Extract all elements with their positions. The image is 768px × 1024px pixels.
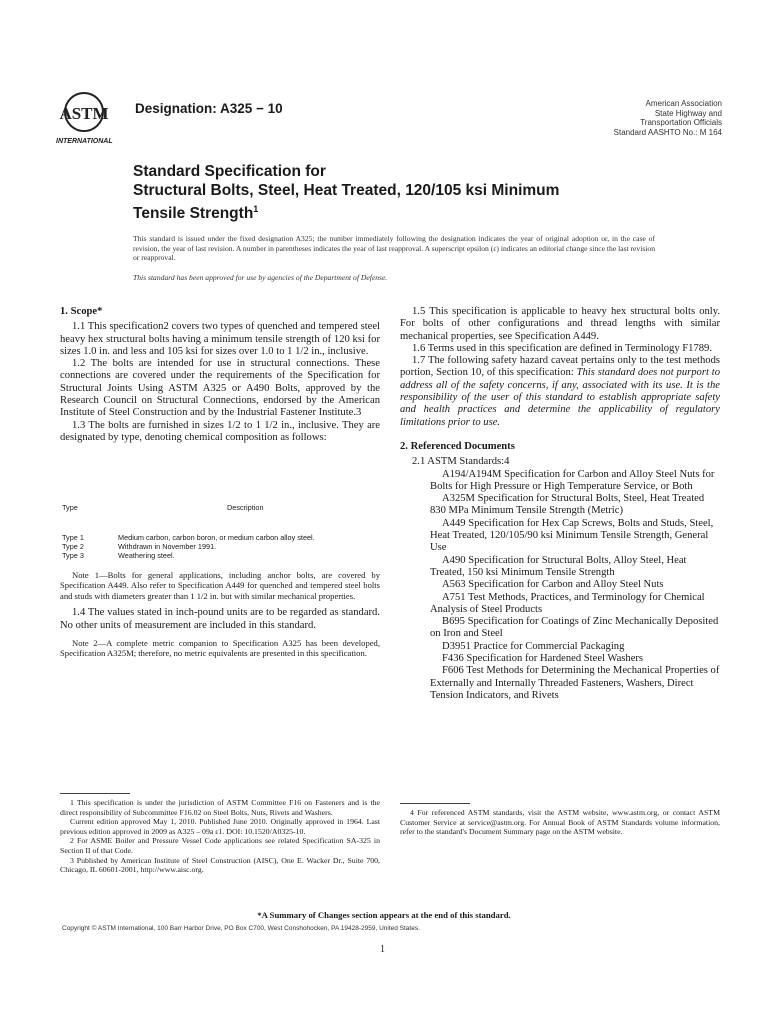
logo-text: ASTM	[59, 104, 109, 123]
issued-note: This standard is issued under the fixed designation A325; the number immediately following the designation indicates the year of original adoption or, in the case of revision, the year of last revision. A number in parentheses indicates the year of last reapproval. A superscript epsilon (ε) indicates an editorial change since the last revision or reapproval.	[133, 234, 655, 262]
reference-item: A563 Specification for Carbon and Alloy Steel Nuts	[442, 579, 664, 591]
footnote-2: 2 For ASME Boiler and Pressure Vessel Code applications see related Specification SA-325 in Section II of that Code.	[60, 836, 380, 855]
title-line-3	[133, 200, 559, 224]
paragraph-1-7	[400, 355, 720, 429]
footnote-1-edition: Current edition approved May 1, 2010. Published June 2010. Originally approved in 1964. Last previous edition approved in 2009 as A325 – 09a ε1. DOI: 10.1520/A0325-10.	[60, 817, 380, 836]
title-line-3-text: Tensile Strength	[133, 205, 254, 223]
title-line-1: Standard Specification for	[133, 163, 326, 180]
table-head-type: Type	[62, 503, 78, 512]
safety-caveat: This standard does not purport to address all of the safety concerns, if any, associated with its use. It is the responsibility of the user of this standard to establish appropriate safety and health practices and determine the applicability of regulatory limitations prior to use.	[400, 367, 720, 428]
footnote-1: 1 This specification is under the jurisdiction of ASTM Committee F16 on Fasteners and is the direct responsibility of Subcommittee F16.02 on Steel Bolts, Nuts, Rivets and Washers.	[60, 798, 380, 817]
document-title	[133, 163, 559, 224]
approved-note: This standard has been approved for use by agencies of the Department of Defense.	[133, 273, 388, 282]
aashto-line: American Association	[645, 99, 722, 108]
footnote-3: 3 Published by American Institute of Steel Construction (AISC), One E. Wacker Dr., Suite 700, Chicago, IL 60601-2001, http://www.aisc.org.	[60, 855, 380, 875]
left-column	[60, 306, 380, 444]
table-row	[62, 542, 315, 551]
note-2: Note 2—A complete metric companion to Specification A325 has been developed, Specification A325M; therefore, no metric equivalents are presented in this specification.	[60, 637, 380, 659]
type-cell: Type 3	[62, 551, 84, 560]
astm-logo-mark	[56, 90, 128, 148]
right-column	[400, 306, 720, 702]
table-row	[62, 533, 315, 542]
description-cell: Withdrawn in November 1991.	[118, 542, 217, 551]
type-table	[62, 503, 264, 512]
table-head-description: Description	[227, 503, 264, 512]
left-column-lower	[60, 570, 380, 659]
reference-item: A490 Specification for Structural Bolts, Alloy Steel, Heat Treated, 150 ksi Minimum Tensile Strength	[430, 554, 687, 578]
title-line-2: Structural Bolts, Steel, Heat Treated, 120/105 ksi Minimum	[133, 181, 560, 199]
description-cell: Medium carbon, carbon boron, or medium carbon alloy steel.	[118, 533, 315, 542]
paragraph-1-7-lead: 1.7 The following safety hazard caveat pertains only to the test methods portion, Section 10, of this specification:	[400, 355, 720, 379]
reference-item: A751 Test Methods, Practices, and Terminology for Chemical Analysis of Steel Products	[430, 591, 705, 615]
reference-item: D3951 Practice for Commercial Packaging	[442, 640, 625, 652]
aashto-block	[614, 99, 722, 137]
reference-item: A449 Specification for Hex Cap Screws, Bolts and Studs, Steel, Heat Treated, 120/105/90 ksi Minimum Tensile Strength, General Use	[430, 517, 714, 554]
designation: Designation: A325 − 10	[135, 101, 283, 116]
astm-logo	[56, 90, 128, 148]
summary-notice: *A Summary of Changes section appears at the end of this standard.	[257, 910, 511, 920]
paragraph-1-4: 1.4 The values stated in inch-pound units are to be regarded as standard. No other units of measurement are included in this standard.	[60, 607, 380, 631]
copyright: Copyright © ASTM International, 100 Barr Harbor Drive, PO Box C700, West Conshohocken, PA 19428-2959, United States.	[62, 925, 420, 932]
paragraph-1-2: 1.2 The bolts are intended for use in structural connections. These connections are covered under the requirements of the Specification for Structural Joints Using ASTM A325 or A490 Bolts, approved by the Research Council on Structural Connections, endorsed by the American Institute of Steel Construction and by the Industrial Fastener Institute.3	[60, 358, 380, 419]
note-1: Note 1—Bolts for general applications, including anchor bolts, are covered by Specification A449. Also refer to Specification A449 for quenched and tempered steel bolts and studs with diameters greater than 1 1/2 in. but with similar mechanical properties.	[60, 570, 380, 601]
footnote-rule	[60, 793, 130, 794]
page-number: 1	[380, 944, 385, 955]
logo-subtext: INTERNATIONAL	[56, 138, 113, 145]
type-cell: Type 1	[62, 533, 84, 542]
reference-item: A194/A194M Specification for Carbon and Alloy Steel Nuts for Bolts for High Pressure or High Temperature Service, or Both	[430, 468, 715, 492]
paragraph-1-6: 1.6 Terms used in this specification are defined in Terminology F1789.	[412, 342, 712, 354]
aashto-line: Standard AASHTO No.: M 164	[613, 127, 722, 137]
scope-heading: 1. Scope*	[60, 306, 103, 317]
table-row	[62, 551, 315, 560]
footnote-rule	[400, 803, 470, 804]
right-footnotes	[400, 808, 720, 837]
type-table-body	[62, 533, 315, 560]
referenced-documents-heading: 2. Referenced Documents	[400, 440, 515, 452]
paragraph-1-3: 1.3 The bolts are furnished in sizes 1/2 to 1 1/2 in., inclusive. They are designated by type, denoting chemical composition as follows:	[60, 419, 380, 443]
aashto-line: State Highway and	[654, 108, 722, 118]
footnote-4: 4 For referenced ASTM standards, visit the ASTM website, www.astm.org, or contact ASTM Customer Service at service@astm.org. For Annual Book of ASTM Standards volume information, refer to the standard's Document Summary page on the ASTM website.	[400, 808, 720, 837]
paragraph-1-1: 1.1 This specification2 covers two types of quenched and tempered steel heavy hex structural bolts having a minimum tensile strength of 120 ksi for sizes 1.0 in. and less and 105 ksi for sizes over 1.0 to 1 1/2 in., inclusive.	[60, 321, 380, 357]
reference-item: A325M Specification for Structural Bolts, Steel, Heat Treated 830 MPa Minimum Tensile Strength (Metric)	[430, 493, 705, 517]
left-footnotes	[60, 798, 380, 875]
reference-item: F606 Test Methods for Determining the Mechanical Properties of Externally and Internally Threaded Fasteners, Washers, Direct Tension Indicators, and Rivets	[430, 665, 720, 701]
aashto-line: Transportation Officials	[640, 118, 722, 127]
reference-item: B695 Specification for Coatings of Zinc Mechanically Deposited on Iron and Steel	[430, 616, 719, 640]
reference-item: F436 Specification for Hardened Steel Washers	[442, 653, 644, 665]
paragraph-2-1: 2.1 ASTM Standards:4	[412, 456, 510, 468]
title-footnote-ref: 1	[253, 204, 259, 214]
description-cell: Weathering steel.	[118, 551, 175, 560]
type-cell: Type 2	[62, 542, 84, 551]
paragraph-1-5: 1.5 This specification is applicable to heavy hex structural bolts only. For bolts of other configurations and thread lengths with similar mechanical properties, see Specification A449.	[400, 306, 720, 342]
